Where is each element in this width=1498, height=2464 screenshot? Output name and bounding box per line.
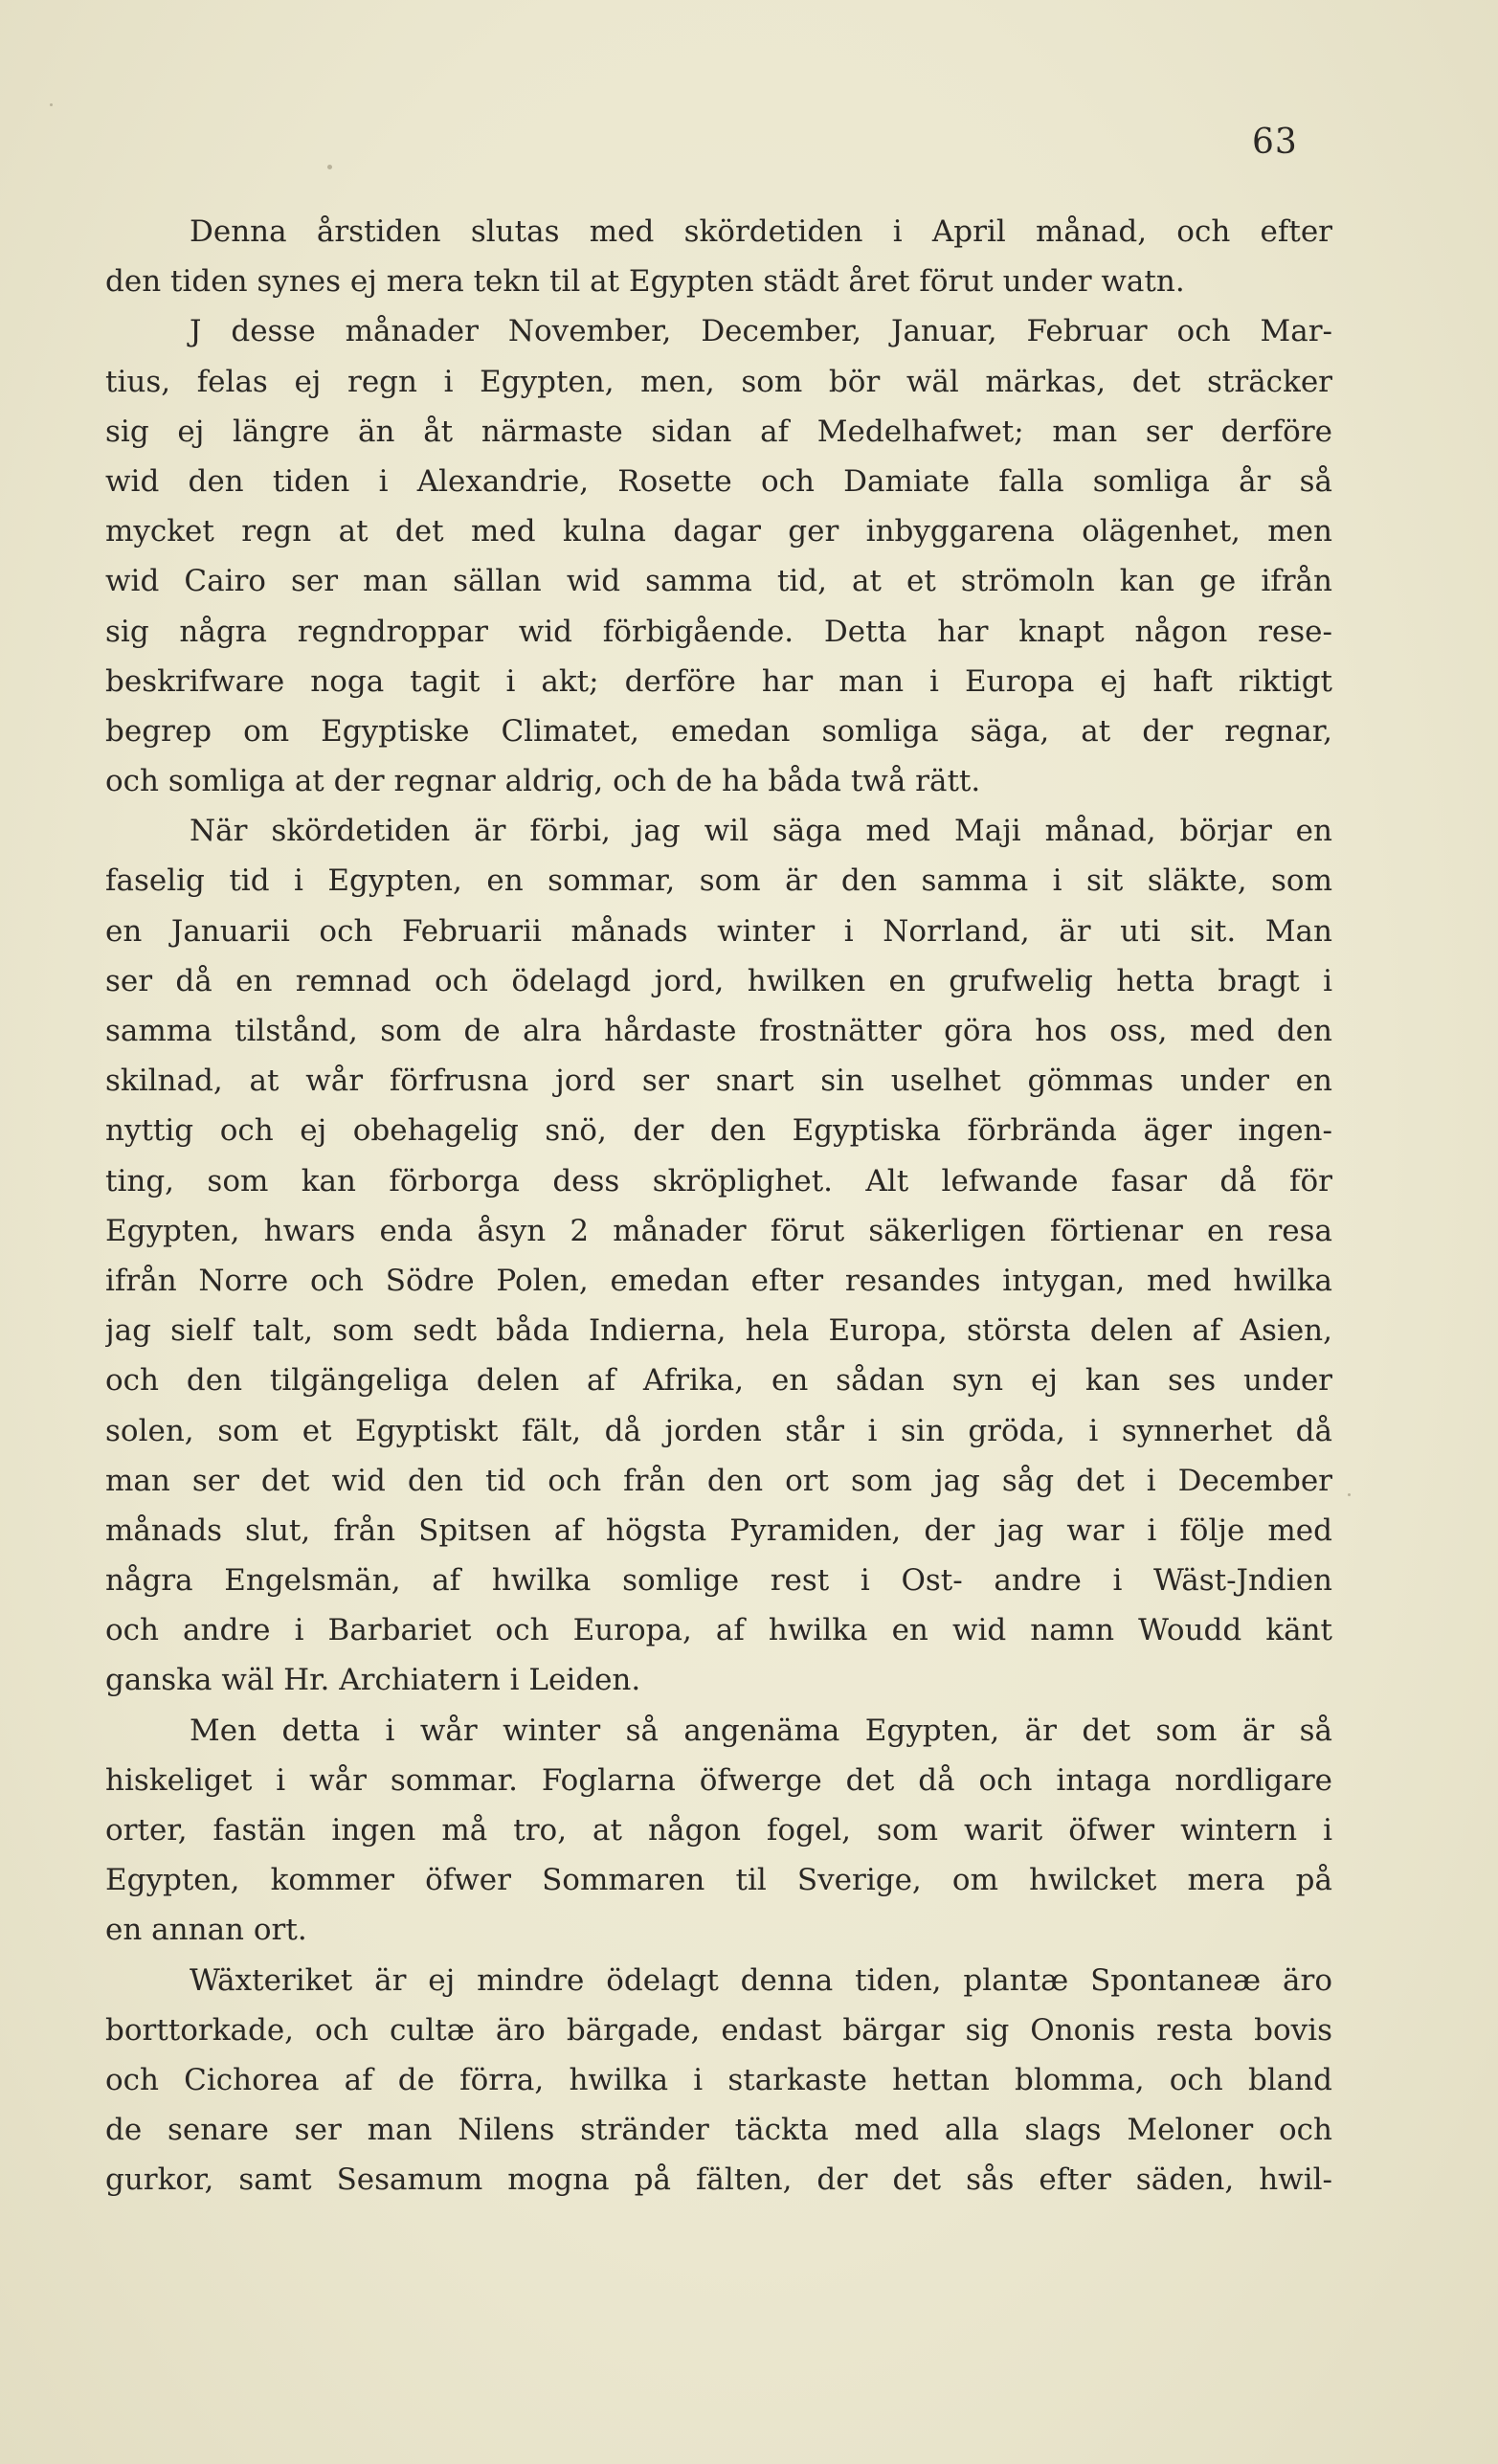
- text-line: gurkor, samt Sesamum mogna på fälten, der det sås efter säden, hwil-: [105, 2162, 1332, 2198]
- text-line: man ser det wid den tid och från den ort som jag såg det i December: [105, 1463, 1332, 1498]
- paper-speck: [1348, 1493, 1351, 1496]
- text-line: Egypten, kommer öfwer Sommaren til Sverige, om hwilcket mera på: [105, 1863, 1332, 1898]
- text-line: och andre i Barbariet och Europa, af hwilka en wid namn Woudd känt: [105, 1613, 1332, 1648]
- text-line: de senare ser man Nilens stränder täckta med alla slags Meloner och: [105, 2113, 1332, 2148]
- text-line: När skördetiden är förbi, jag wil säga med Maji månad, börjar en: [190, 814, 1332, 849]
- text-line: orter, fastän ingen må tro, at någon fogel, som warit öfwer wintern i: [105, 1813, 1332, 1848]
- text-line: samma tilstånd, som de alra hårdaste frostnätter göra hos oss, med den: [105, 1014, 1332, 1048]
- text-line: wid den tiden i Alexandrie, Rosette och Damiate falla somliga år så: [105, 463, 1332, 499]
- text-line: ifrån Norre och Södre Polen, emedan efter resandes intygan, med hwilka: [105, 1263, 1332, 1298]
- text-line: skilnad, at wår förfrusna jord ser snart sin uselhet gömmas under en: [105, 1064, 1332, 1099]
- text-line: några Engelsmän, af hwilka somlige rest i Ost- andre i Wäst-Jndien: [105, 1563, 1332, 1599]
- text-line: borttorkade, och cultæ äro bärgade, endast bärgar sig Ononis resta bovis: [105, 2012, 1332, 2048]
- text-line: wid Cairo ser man sällan wid samma tid, at et strömoln kan ge ifrån: [105, 564, 1332, 599]
- text-line: nyttig och ej obehagelig snö, der den Egyptiska förbrända äger ingen-: [105, 1113, 1332, 1149]
- paragraph: [105, 1706, 1332, 1956]
- paragraph: [105, 1956, 1332, 2206]
- text-line: en Januarii och Februarii månads winter i Norrland, är uti sit. Man: [105, 913, 1332, 949]
- text-line: faselig tid i Egypten, en sommar, som är den samma i sit släkte, som: [105, 863, 1332, 899]
- text-line: månads slut, från Spitsen af högsta Pyramiden, der jag war i följe med: [105, 1512, 1332, 1548]
- page-number: 63: [1252, 123, 1298, 162]
- text-line: solen, som et Egyptiskt fält, då jorden står i sin gröda, i synnerhet då: [105, 1413, 1332, 1448]
- paragraph: [105, 207, 1332, 306]
- paper-speck: [50, 103, 53, 106]
- text-line: J desse månader November, December, Januar, Februar och Mar-: [190, 314, 1332, 349]
- paragraph: [105, 806, 1332, 1705]
- text-line: Denna årstiden slutas med skördetiden i April månad, och efter: [190, 214, 1332, 249]
- text-line: tius, felas ej regn i Egypten, men, som bör wäl märkas, det sträcker: [105, 364, 1332, 399]
- text-line: ganska wäl Hr. Archiatern i Leiden.: [105, 1663, 641, 1698]
- text-line: hiskeliget i wår sommar. Foglarna öfwerge det då och intaga nordligare: [105, 1762, 1332, 1798]
- text-line: och somliga at der regnar aldrig, och de ha båda twå rätt.: [105, 764, 981, 799]
- text-line: ser då en remnad och ödelagd jord, hwilken en grufwelig hetta bragt i: [105, 963, 1332, 998]
- text-line: och Cichorea af de förra, hwilka i starkaste hettan blomma, och bland: [105, 2062, 1332, 2097]
- text-line: Wäxteriket är ej mindre ödelagt denna tiden, plantæ Spontaneæ äro: [190, 1962, 1332, 1998]
- text-line: ting, som kan förborga dess skröplighet. Alt lefwande fasar då för: [105, 1163, 1332, 1198]
- text-line: en annan ort.: [105, 1913, 307, 1948]
- body-text: [105, 207, 1332, 2206]
- text-line: begrep om Egyptiske Climatet, emedan somliga säga, at der regnar,: [105, 713, 1332, 749]
- text-line: sig ej längre än åt närmaste sidan af Medelhafwet; man ser derföre: [105, 414, 1332, 449]
- text-line: Men detta i wår winter så angenäma Egypten, är det som är så: [190, 1713, 1332, 1748]
- text-line: beskrifware noga tagit i akt; derföre har man i Europa ej haft riktigt: [105, 663, 1332, 699]
- text-line: sig några regndroppar wid förbigående. Detta har knapt någon rese-: [105, 614, 1332, 649]
- text-line: jag sielf talt, som sedt båda Indierna, hela Europa, största delen af Asien,: [105, 1313, 1332, 1349]
- text-line: mycket regn at det med kulna dagar ger inbyggarena olägenhet, men: [105, 514, 1332, 549]
- paragraph: [105, 306, 1332, 806]
- text-line: den tiden synes ej mera tekn til at Egypten städt året förut under watn.: [105, 264, 1185, 300]
- text-line: Egypten, hwars enda åsyn 2 månader förut säkerligen förtienar en resa: [105, 1213, 1332, 1248]
- text-line: och den tilgängeliga delen af Afrika, en sådan syn ej kan ses under: [105, 1363, 1332, 1399]
- paper-speck: [327, 165, 332, 169]
